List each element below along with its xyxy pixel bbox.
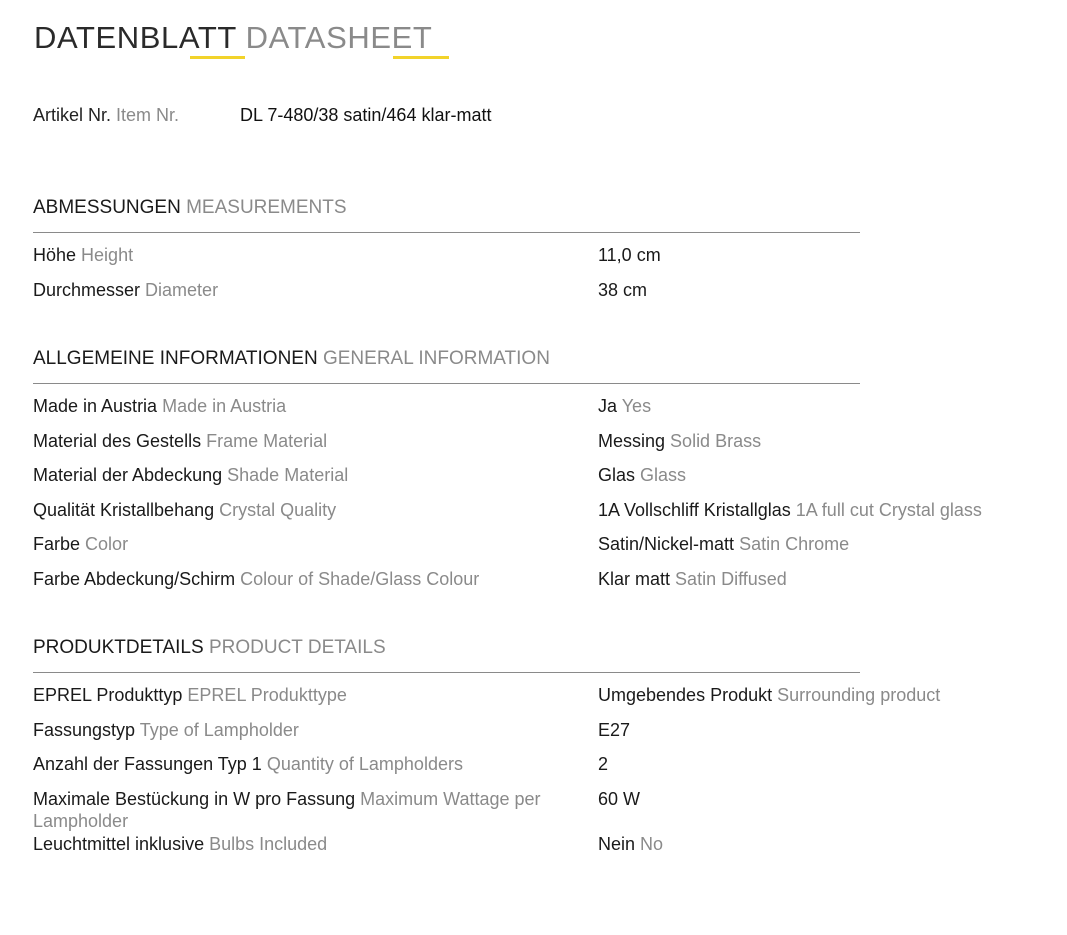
title-underline-de [190, 56, 245, 59]
title-underline-en [393, 56, 449, 59]
item-number-row [33, 105, 492, 126]
title-de: DATENBLATT [34, 20, 237, 55]
section-divider [33, 672, 860, 673]
section-divider [33, 232, 860, 233]
page-title [34, 20, 432, 56]
item-number-label-en: Item Nr. [116, 105, 180, 125]
section-title-measurements: ABMESSUNGEN MEASUREMENTS [33, 197, 347, 218]
item-number-label-de: Artikel Nr. [33, 105, 112, 125]
section-title-product-details: PRODUKTDETAILS PRODUCT DETAILS [33, 637, 386, 658]
section-title-general-information: ALLGEMEINE INFORMATIONEN GENERAL INFORMATION [33, 348, 550, 369]
title-en: DATASHEET [245, 20, 433, 55]
item-number-value: DL 7-480/38 satin/464 klar-matt [240, 105, 492, 125]
section-divider [33, 383, 860, 384]
